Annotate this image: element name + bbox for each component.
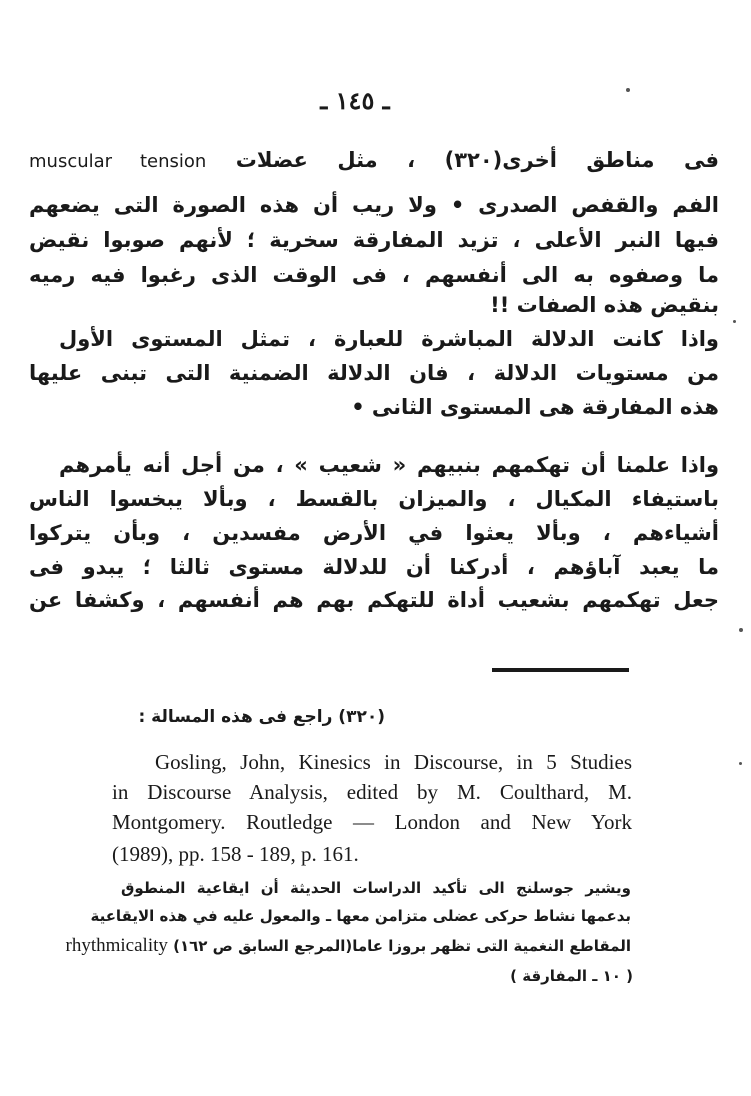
paragraph-3-line: واذا علمنا أن تهكمهم بنبيهم « شعيب » ، من أجل أنه يأمرهم bbox=[59, 453, 719, 477]
footnote-signature: ( ١٠ ـ المفارقة ) bbox=[510, 967, 633, 985]
paragraph-3-line: ما يعبد آباؤهم ، أدركنا أن للدلالة مستوى ثالثا ؛ يبدو فى bbox=[29, 555, 719, 579]
body-line-1-ar: فى مناطق أخرى(٣٢٠) ، مثل عضلات bbox=[235, 148, 720, 172]
paragraph-2-line: هذه المفارقة هى المستوى الثانى • bbox=[351, 395, 719, 419]
paragraph-3-line: أشياءهم ، وبألا يعثوا في الأرض مفسدين ، وبأن يتركوا bbox=[29, 521, 719, 545]
paragraph-3-line: باستيفاء المكيال ، والميزان بالقسط ، وبألا يبخسوا الناس bbox=[29, 487, 719, 511]
paragraph-2-line: من مستويات الدلالة ، فان الدلالة الضمنية التى تبنى عليها bbox=[29, 361, 719, 385]
scan-speck bbox=[733, 320, 736, 323]
footnote-arabic-line: ويشير جوسلنج الى تأكيد الدراسات الحديثة أن ايقاعية المنطوق bbox=[121, 879, 631, 897]
reference-line: (1989), pp. 158 - 189, p. 161. bbox=[112, 842, 359, 866]
scan-speck bbox=[626, 88, 630, 92]
paragraph-3-line: جعل تهكمهم بشعيب أداة للتهكم بهم هم أنفسهم ، وكشفا عن bbox=[29, 588, 719, 612]
reference-line: in Discourse Analysis, edited by M. Coulthard, M. bbox=[112, 780, 632, 804]
scan-speck bbox=[739, 628, 743, 632]
footnote-arabic-line-3 bbox=[65, 932, 631, 960]
footnote-arabic-line: بدعمها نشاط حركى عضلى متزامن معها ـ والمعول عليه في هذه الايقاعية bbox=[90, 907, 631, 925]
footnote-arabic-line-3-ar: المقاطع النغمية التى تظهر بروزا عاما(المرجع السابق ص ١٦٢) bbox=[173, 937, 631, 955]
footnote-label: (٣٢٠) راجع فى هذه المسالة : bbox=[138, 707, 385, 727]
footnote-divider bbox=[492, 668, 629, 672]
body-line-1-latin: muscular tension bbox=[29, 151, 207, 172]
paragraph-1-line: ما وصفوه به الى أنفسهم ، فى الوقت الذى رغبوا فيه رميه bbox=[29, 263, 719, 287]
scan-speck bbox=[739, 762, 742, 765]
page-number: ـ ١٤٥ ـ bbox=[320, 86, 390, 115]
paragraph-2-line: واذا كانت الدلالة المباشرة للعبارة ، تمثل المستوى الأول bbox=[59, 327, 719, 351]
reference-line: Montgomery. Routledge — London and New York bbox=[112, 810, 632, 834]
paragraph-1-line: فيها النبر الأعلى ، تزيد المفارقة سخرية ؛ لأنهم صوبوا نقيض bbox=[29, 228, 719, 252]
body-line-1 bbox=[29, 143, 719, 177]
reference-line: Gosling, John, Kinesics in Discourse, in 5 Studies bbox=[155, 750, 632, 774]
paragraph-1-line: الفم والقفص الصدرى • ولا ريب أن هذه الصورة التى يضعهم bbox=[29, 193, 719, 217]
paragraph-1-line: بنقيض هذه الصفات !! bbox=[490, 293, 719, 317]
footnote-arabic-line-3-latin: rhythmicality bbox=[65, 935, 168, 956]
